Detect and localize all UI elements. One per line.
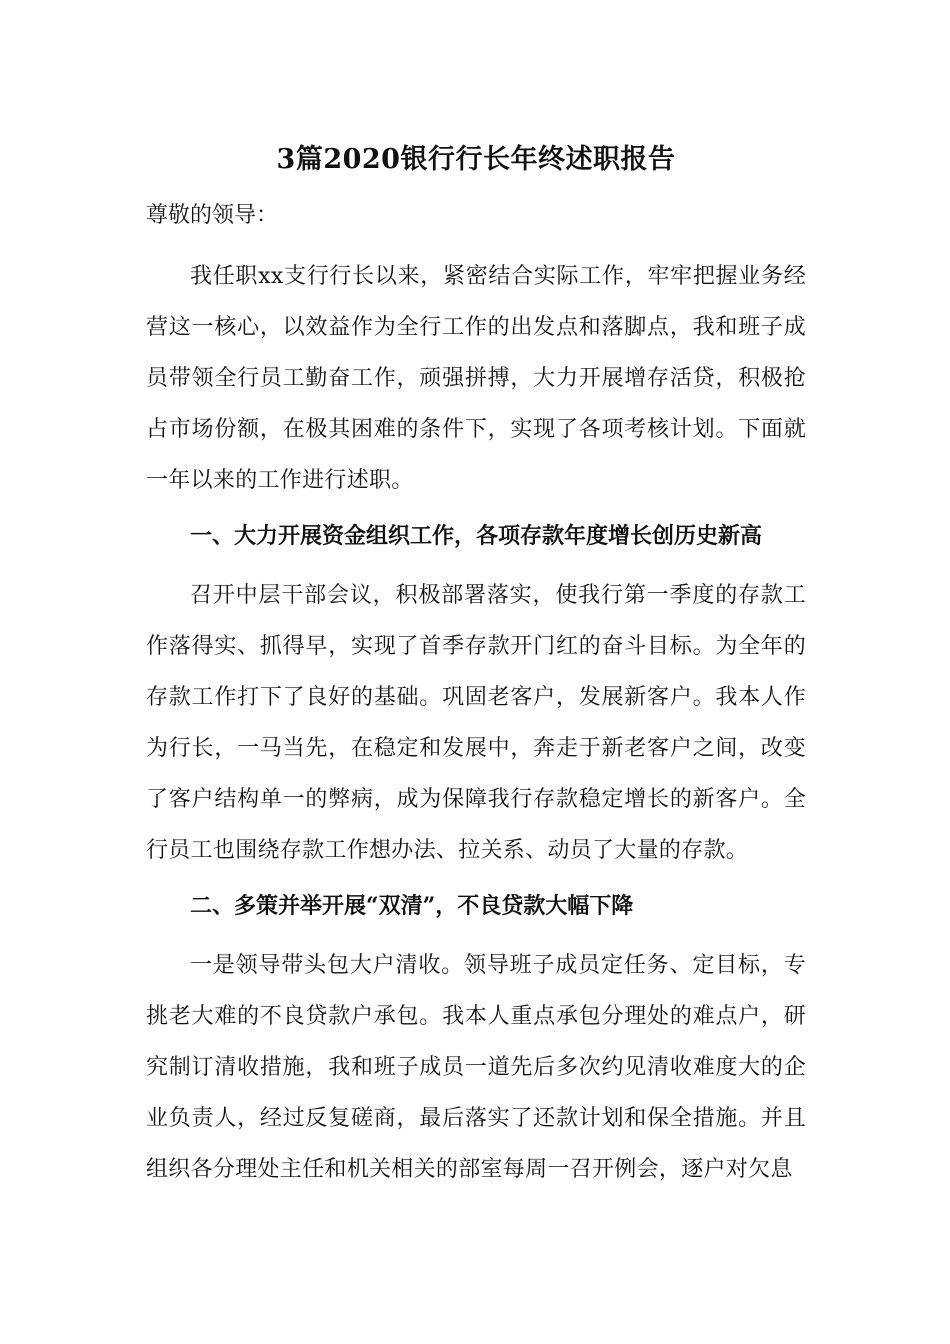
section-1-paragraph: 召开中层干部会议，积极部署落实，使我行第一季度的存款工作落得实、抓得早，实现了首季存款开门红的奋斗目标。为全年的存款工作打下了良好的基础。巩固老客户，发展新客户。我本人作为行长，一马当先，在稳定和发展中，奔走于新老客户之间，改变了客户结构单一的弊病，成为保障我行存款稳定增长的新客户。全行员工也围绕存款工作想办法、拉关系、动员了大量的存款。 [146, 583, 806, 863]
section-2-paragraph: 一是领导带头包大户清收。领导班子成员定任务、定目标，专挑老大难的不良贷款户承包。我本人重点承包分理处的难点户，研究制订清收措施，我和班子成员一道先后多次约见清收难度大的企业负责人，经过反复磋商，最后落实了还款计划和保全措施。并且组织各分理处主任和机关相关的部室每周一召开例会，逐户对欠息 [146, 953, 806, 1182]
section-2-heading: 二、多策并举开展“双清”，不良贷款大幅下降 [190, 893, 634, 919]
salutation: 尊敬的领导： [146, 203, 279, 228]
document-content [146, 140, 806, 1205]
section-1-heading: 一、大力开展资金组织工作，各项存款年度增长创历史新高 [190, 523, 763, 549]
document-title: 3篇2020银行行长年终述职报告 [276, 144, 676, 175]
intro-paragraph: 我任职xx支行行长以来，紧密结合实际工作，牢牢把握业务经营这一核心，以效益作为全行工作的出发点和落脚点，我和班子成员带领全行员工勤奋工作，顽强拼搏，大力开展增存活贷，积极抢占市场份额，在极其困难的条件下，实现了各项考核计划。下面就一年以来的工作进行述职。 [146, 264, 806, 493]
